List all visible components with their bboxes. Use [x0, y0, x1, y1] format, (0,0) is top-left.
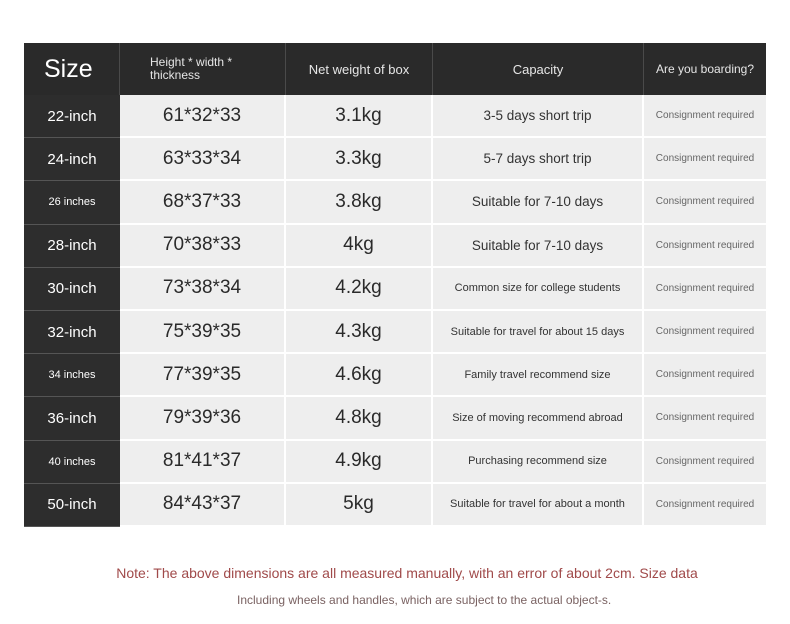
row-boarding: Consignment required: [644, 354, 766, 397]
row-size: 30-inch: [24, 268, 120, 311]
header-capacity: Capacity: [433, 43, 644, 95]
header-boarding: Are you boarding?: [644, 43, 766, 95]
measurement-note: Note: The above dimensions are all measured manually, with an error of about 2cm. Size data: [116, 565, 698, 581]
row-weight: 4.8kg: [286, 397, 433, 440]
row-weight: 4.3kg: [286, 311, 433, 354]
header-net-weight: Net weight of box: [286, 43, 433, 95]
row-capacity: Suitable for travel for about a month: [433, 484, 644, 527]
row-size: 36-inch: [24, 397, 120, 440]
row-capacity: Family travel recommend size: [433, 354, 644, 397]
row-dimensions: 73*38*34: [120, 268, 286, 311]
row-capacity: Purchasing recommend size: [433, 441, 644, 484]
row-boarding: Consignment required: [644, 397, 766, 440]
row-dimensions: 75*39*35: [120, 311, 286, 354]
measurement-note-detail: Including wheels and handles, which are subject to the actual object-s.: [237, 593, 612, 607]
row-boarding: Consignment required: [644, 441, 766, 484]
row-boarding: Consignment required: [644, 268, 766, 311]
row-dimensions: 79*39*36: [120, 397, 286, 440]
row-dimensions: 63*33*34: [120, 138, 286, 181]
row-dimensions: 81*41*37: [120, 441, 286, 484]
row-size: 50-inch: [24, 484, 120, 527]
header-height-width-thickness: Height * width * thickness: [120, 43, 286, 95]
row-weight: 4kg: [286, 225, 433, 268]
row-weight: 3.3kg: [286, 138, 433, 181]
row-capacity: 3-5 days short trip: [433, 95, 644, 138]
row-size: 40 inches: [24, 441, 120, 484]
row-capacity: Suitable for 7-10 days: [433, 225, 644, 268]
row-capacity: Common size for college students: [433, 268, 644, 311]
row-dimensions: 70*38*33: [120, 225, 286, 268]
row-size: 34 inches: [24, 354, 120, 397]
row-size: 24-inch: [24, 138, 120, 181]
row-weight: 4.2kg: [286, 268, 433, 311]
row-weight: 4.9kg: [286, 441, 433, 484]
row-size: 32-inch: [24, 311, 120, 354]
row-size: 28-inch: [24, 225, 120, 268]
row-dimensions: 84*43*37: [120, 484, 286, 527]
row-dimensions: 61*32*33: [120, 95, 286, 138]
row-size: 26 inches: [24, 181, 120, 224]
row-boarding: Consignment required: [644, 225, 766, 268]
row-boarding: Consignment required: [644, 484, 766, 527]
row-weight: 3.1kg: [286, 95, 433, 138]
row-dimensions: 77*39*35: [120, 354, 286, 397]
row-weight: 4.6kg: [286, 354, 433, 397]
row-capacity: 5-7 days short trip: [433, 138, 644, 181]
row-capacity: Size of moving recommend abroad: [433, 397, 644, 440]
row-weight: 5kg: [286, 484, 433, 527]
row-boarding: Consignment required: [644, 181, 766, 224]
header-size: Size: [24, 43, 120, 95]
row-capacity: Suitable for 7-10 days: [433, 181, 644, 224]
row-size: 22-inch: [24, 95, 120, 138]
row-boarding: Consignment required: [644, 95, 766, 138]
row-boarding: Consignment required: [644, 311, 766, 354]
row-dimensions: 68*37*33: [120, 181, 286, 224]
row-weight: 3.8kg: [286, 181, 433, 224]
size-table: [24, 43, 766, 527]
row-boarding: Consignment required: [644, 138, 766, 181]
row-capacity: Suitable for travel for about 15 days: [433, 311, 644, 354]
